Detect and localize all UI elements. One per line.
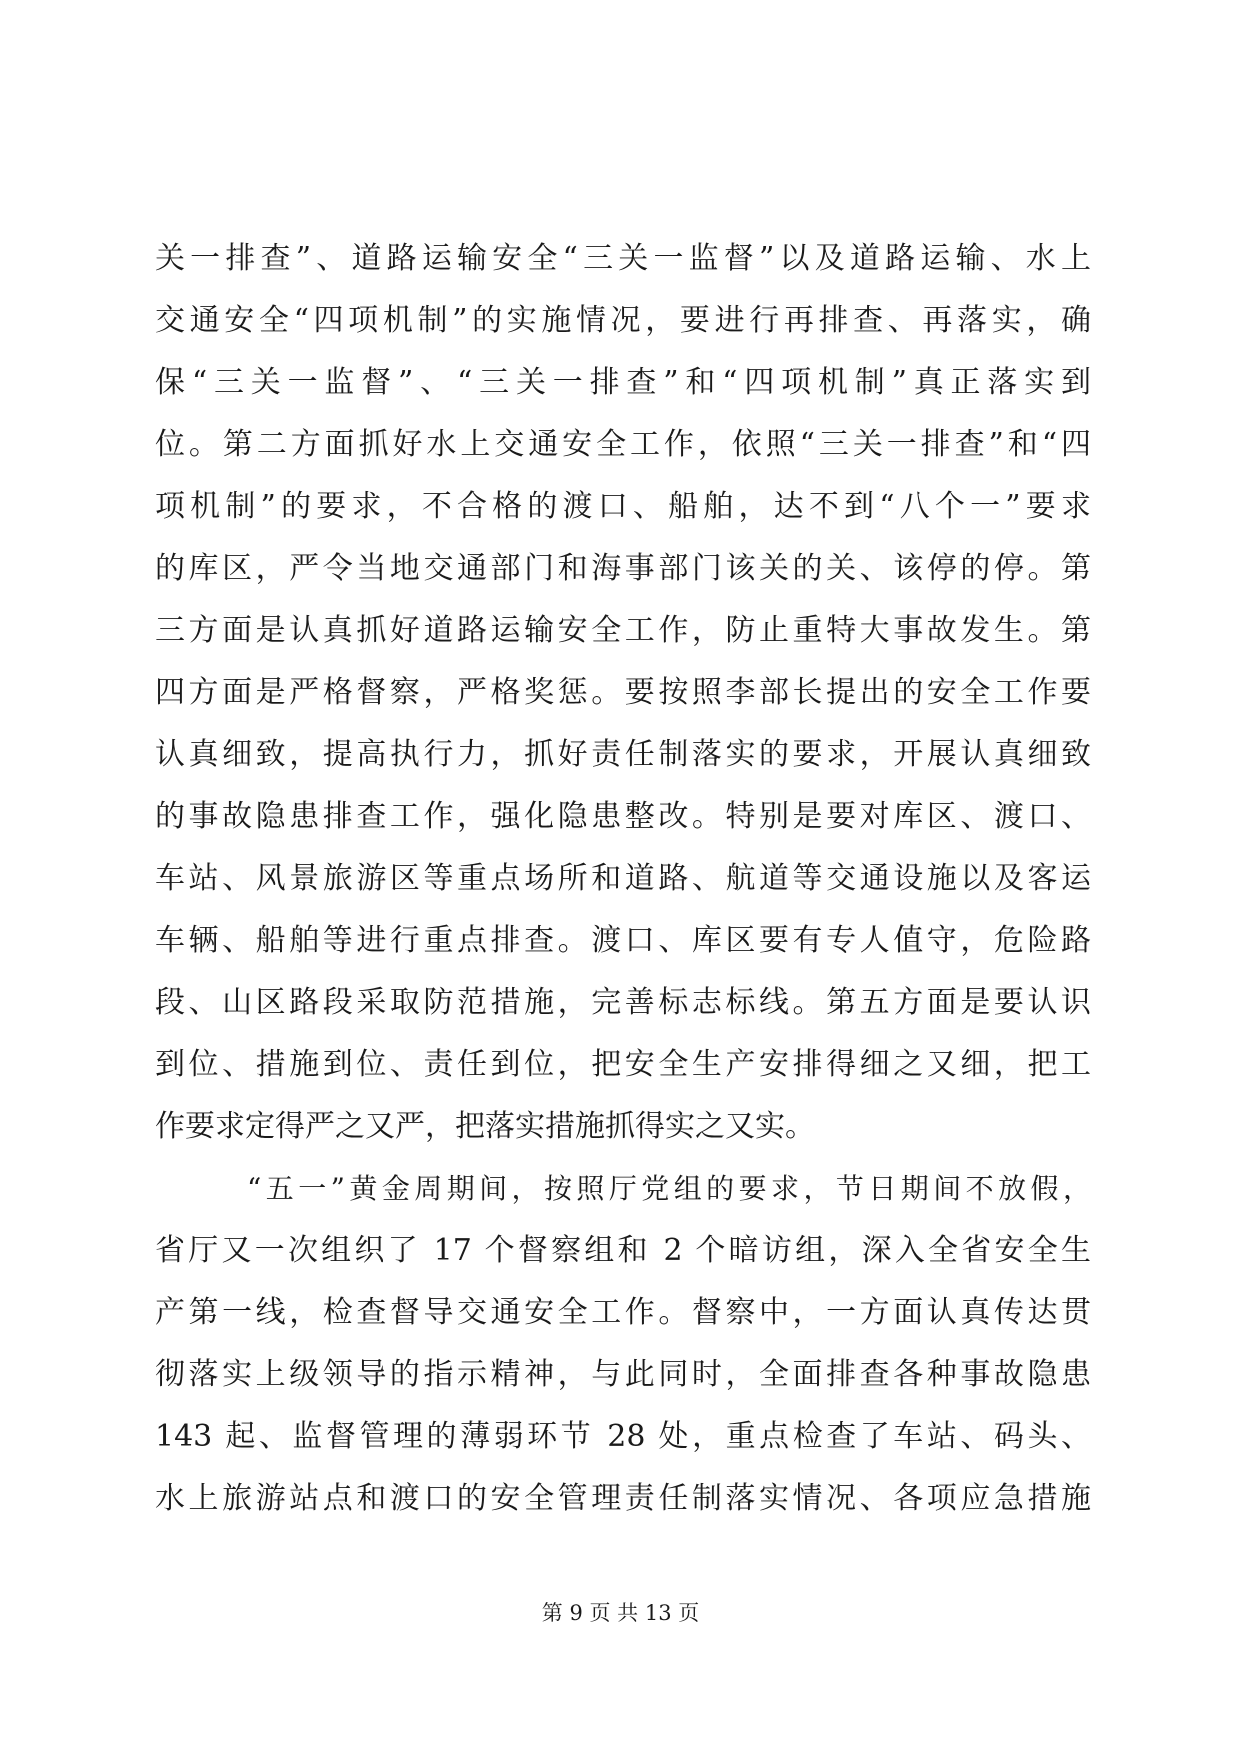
text-line: 到位、措施到位、责任到位，把安全生产安排得细之又细，把工 <box>155 1047 1091 1082</box>
text-line: 产第一线，检查督导交通安全工作。督察中，一方面认真传达贯 <box>155 1295 1091 1330</box>
text-line: 车站、风景旅游区等重点场所和道路、航道等交通设施以及客运 <box>155 861 1091 896</box>
text-line: 段、山区路段采取防范措施，完善标志标线。第五方面是要认识 <box>155 985 1091 1020</box>
text-line: 关一排查”、道路运输安全“三关一监督”以及道路运输、水上 <box>155 241 1091 276</box>
paragraph-1 <box>155 228 1091 1158</box>
text-line: 的库区，严令当地交通部门和海事部门该关的关、该停的停。第 <box>155 551 1091 586</box>
page-footer <box>0 1597 1241 1627</box>
text-line: 保“三关一监督”、“三关一排查”和“四项机制”真正落实到 <box>155 365 1091 400</box>
text-line: 车辆、船舶等进行重点排查。渡口、库区要有专人值守，危险路 <box>155 923 1091 958</box>
text-line: “五一”黄金周期间，按照厅党组的要求，节日期间不放假， <box>247 1172 1091 1205</box>
body-text <box>155 228 1091 1530</box>
text-line: 143 起、监督管理的薄弱环节 28 处，重点检查了车站、码头、 <box>155 1419 1091 1454</box>
text-line: 交通安全“四项机制”的实施情况，要进行再排查、再落实，确 <box>155 303 1091 338</box>
text-line: 的事故隐患排查工作，强化隐患整改。特别是要对库区、渡口、 <box>155 799 1091 834</box>
text-line: 作要求定得严之又严，把落实措施抓得实之又实。 <box>155 1109 815 1144</box>
text-line: 彻落实上级领导的指示精神，与此同时，全面排查各种事故隐患 <box>155 1357 1091 1392</box>
text-line: 认真细致，提高执行力，抓好责任制落实的要求，开展认真细致 <box>155 737 1091 772</box>
paragraph-2 <box>155 1158 1091 1530</box>
text-line: 四方面是严格督察，严格奖惩。要按照李部长提出的安全工作要 <box>155 675 1091 710</box>
text-line: 三方面是认真抓好道路运输安全工作，防止重特大事故发生。第 <box>155 613 1091 648</box>
page-number: 第 9 页 共 13 页 <box>541 1601 700 1625</box>
text-line: 项机制”的要求，不合格的渡口、船舶，达不到“八个一”要求 <box>155 489 1091 524</box>
text-line: 水上旅游站点和渡口的安全管理责任制落实情况、各项应急措施 <box>155 1481 1091 1516</box>
text-line: 位。第二方面抓好水上交通安全工作，依照“三关一排查”和“四 <box>155 427 1091 462</box>
text-line: 省厅又一次组织了 17 个督察组和 2 个暗访组，深入全省安全生 <box>155 1233 1091 1268</box>
